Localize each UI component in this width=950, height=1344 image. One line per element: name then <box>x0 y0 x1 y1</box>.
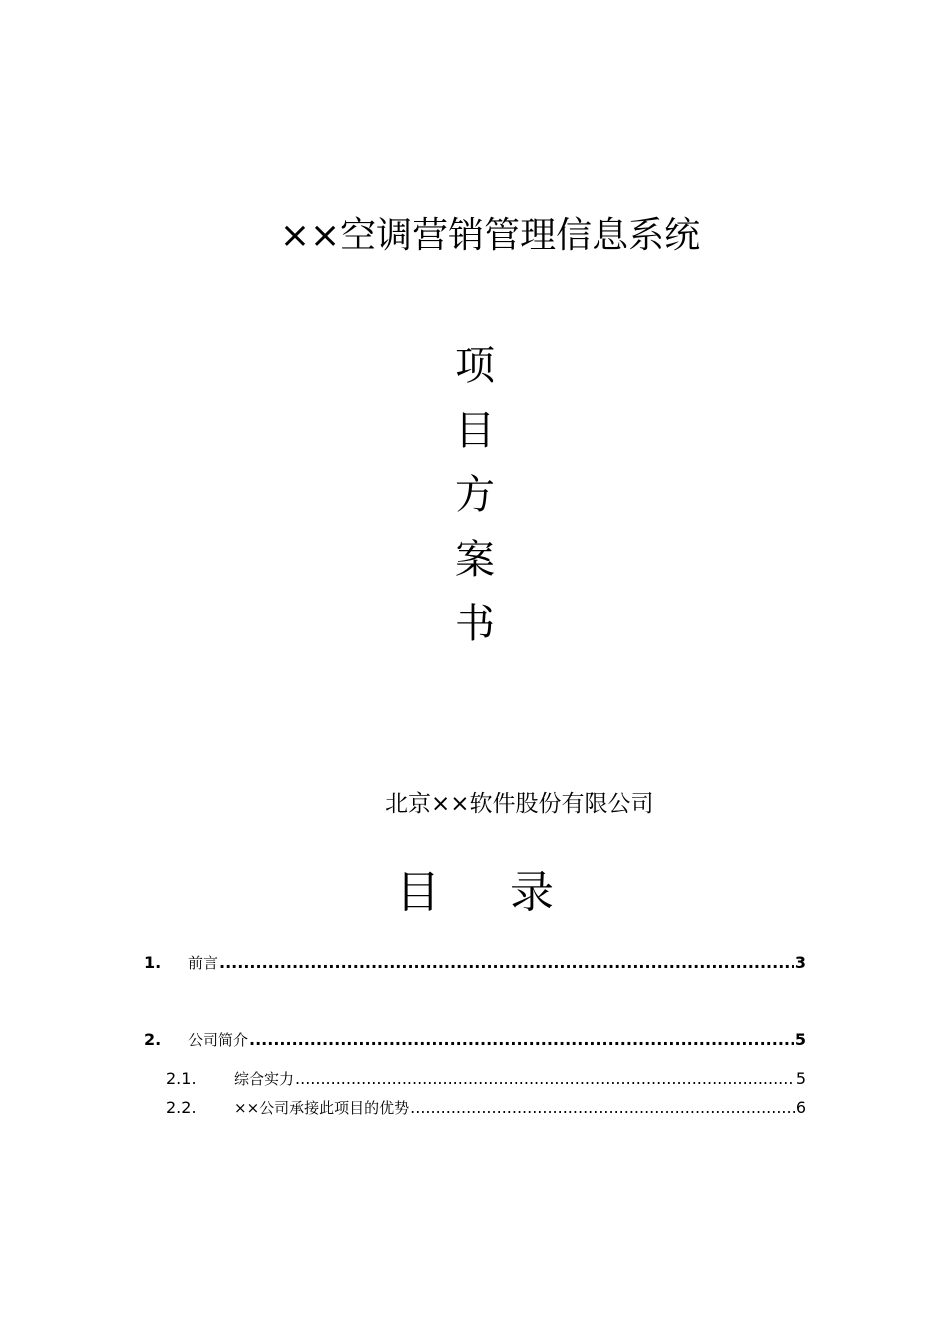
toc-entry-number: 1. <box>144 953 162 972</box>
subtitle-char: 目 <box>455 407 495 454</box>
toc-entry-label: 前言 <box>188 954 219 972</box>
toc-leader-dots <box>410 1096 795 1120</box>
subtitle-char: 书 <box>455 601 495 647</box>
toc-entry-number: 2.1. <box>166 1069 197 1088</box>
toc-leader-dots <box>219 951 794 975</box>
toc-entry-2-2[interactable] <box>166 1096 806 1120</box>
toc-entry-2[interactable] <box>144 1028 806 1052</box>
toc-entry-number: 2.2. <box>166 1098 197 1117</box>
subtitle-char: 项 <box>455 343 495 389</box>
toc-entry-1[interactable] <box>144 951 806 975</box>
subtitle-char: 案 <box>455 536 495 583</box>
toc-heading: 目 录 <box>396 867 582 918</box>
toc-entry-label: 综合实力 <box>234 1070 295 1088</box>
toc-entry-label: ××公司承接此项目的优势 <box>234 1099 410 1117</box>
toc-entry-page: 5 <box>794 1030 806 1049</box>
toc-entry-page: 3 <box>794 953 806 972</box>
toc-leader-dots <box>249 1028 794 1052</box>
toc-entry-page: 6 <box>795 1098 806 1117</box>
toc-entry-2-1[interactable] <box>166 1067 806 1091</box>
toc-leader-dots <box>295 1067 795 1091</box>
toc-entry-page: 5 <box>795 1069 806 1088</box>
subtitle-char: 方 <box>455 472 495 518</box>
company-name: 北京××软件股份有限公司 <box>385 791 654 817</box>
toc-entry-label: 公司简介 <box>188 1031 249 1049</box>
toc-entry-number: 2. <box>144 1030 162 1049</box>
document-title: ××空调营销管理信息系统 <box>279 215 701 256</box>
vertical-subtitle <box>0 334 950 657</box>
